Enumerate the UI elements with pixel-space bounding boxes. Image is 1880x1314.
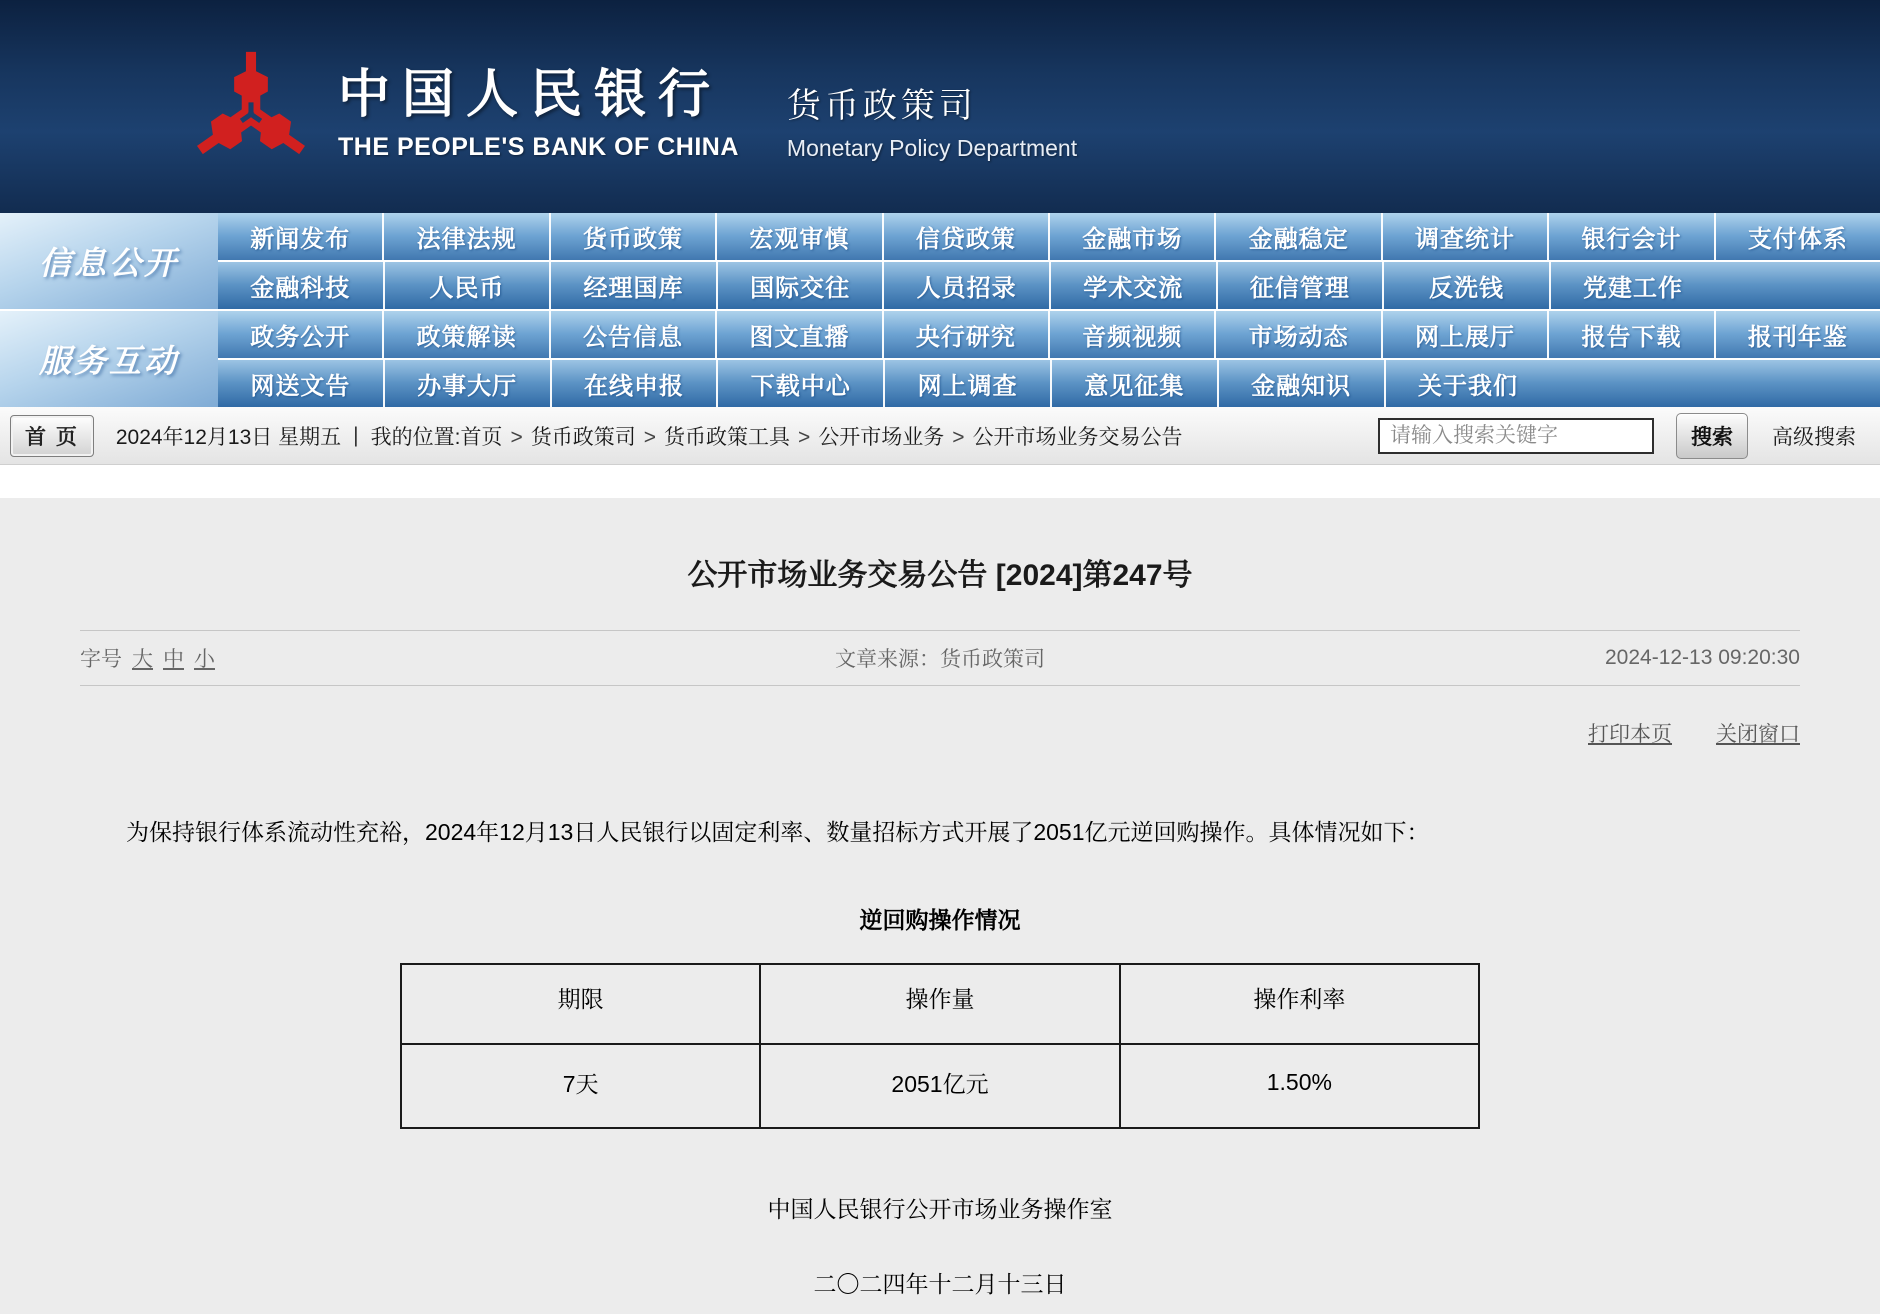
nav-item[interactable]: 经理国库	[549, 262, 716, 309]
nav-item[interactable]: 新闻发布	[250, 226, 351, 253]
signature-date: 二〇二四年十二月十三日	[813, 1271, 1067, 1297]
breadcrumb-separator: >	[643, 425, 656, 449]
nav-row	[218, 213, 1880, 260]
nav-cell-empty	[1715, 262, 1880, 309]
search-area	[1378, 413, 1856, 459]
nav-item[interactable]: 网上展厅	[1381, 311, 1547, 358]
site-header	[0, 0, 1880, 213]
article-paragraph: 为保持银行体系流动性充裕，2024年12月13日人民银行以固定利率、数量招标方式开展了2051亿元逆回购操作。具体情况如下：	[126, 819, 1430, 845]
table-row	[401, 1044, 1479, 1128]
advanced-search-link[interactable]: 高级搜索	[1772, 425, 1856, 449]
breadcrumb-item[interactable]: 首页	[460, 425, 503, 449]
nav-item[interactable]: 办事大厅	[383, 360, 550, 407]
home-button[interactable]: 首 页	[10, 415, 94, 457]
breadcrumb-bar	[0, 407, 1880, 465]
nav-item[interactable]: 金融知识	[1217, 360, 1384, 407]
nav-item[interactable]: 意见征集	[1050, 360, 1217, 407]
nav-item[interactable]: 银行会计	[1547, 213, 1713, 260]
print-page-link[interactable]: 打印本页	[1588, 723, 1672, 746]
bank-name-cn: 中国人民银行	[338, 65, 723, 124]
nav-item[interactable]: 征信管理	[1216, 262, 1383, 309]
table-header-cell: 期限	[401, 964, 760, 1044]
font-size-label: 字号	[80, 648, 122, 671]
table-cell: 1.50%	[1120, 1044, 1479, 1128]
nav-item[interactable]: 人民币	[383, 262, 550, 309]
search-button[interactable]: 搜索	[1676, 413, 1748, 459]
nav-item[interactable]: 网上调查	[883, 360, 1050, 407]
breadcrumb-separator: >	[797, 425, 811, 449]
nav-item[interactable]: 支付体系	[1714, 213, 1880, 260]
table-header-cell: 操作利率	[1120, 964, 1479, 1044]
nav-group-label[interactable]: 服务互动	[0, 311, 218, 407]
breadcrumb-item[interactable]: 货币政策司	[530, 425, 636, 449]
breadcrumb-separator: >	[510, 425, 523, 449]
nav-item[interactable]: 在线申报	[550, 360, 717, 407]
font-size-link[interactable]: 大	[132, 648, 153, 671]
close-window-link[interactable]: 关闭窗口	[1716, 723, 1800, 746]
signature: 中国人民银行公开市场业务操作室	[767, 1196, 1113, 1222]
nav-item[interactable]: 调查统计	[1381, 213, 1547, 260]
breadcrumb-separator: >	[952, 425, 965, 449]
article-source	[835, 643, 1045, 673]
nav-item[interactable]: 货币政策	[549, 213, 715, 260]
main-nav	[0, 213, 1880, 407]
nav-group-label[interactable]: 信息公开	[0, 213, 218, 309]
font-size-link[interactable]: 小	[194, 648, 215, 671]
source-value: 货币政策司	[939, 648, 1045, 671]
nav-item[interactable]: 宏观审慎	[715, 213, 881, 260]
article-content	[0, 498, 1880, 1314]
nav-row	[218, 311, 1880, 358]
nav-group	[0, 213, 1880, 309]
nav-item[interactable]: 金融市场	[1048, 213, 1214, 260]
article-datetime: 2024-12-13 09:20:30	[1604, 646, 1800, 669]
nav-item[interactable]: 报刊年鉴	[1714, 311, 1880, 358]
nav-item[interactable]: 下载中心	[716, 360, 883, 407]
nav-item[interactable]: 人员招录	[882, 262, 1049, 309]
nav-item[interactable]: 央行研究	[882, 311, 1048, 358]
spacer	[0, 465, 1880, 498]
nav-row	[218, 360, 1880, 407]
nav-item[interactable]: 党建工作	[1549, 262, 1716, 309]
nav-item[interactable]: 信贷政策	[882, 213, 1048, 260]
current-date: 2024年12月13日 星期五	[115, 425, 342, 449]
pboc-logo-icon	[192, 41, 310, 179]
nav-item[interactable]: 学术交流	[1049, 262, 1216, 309]
page-action-links	[80, 718, 1800, 748]
table-cell: 2051亿元	[760, 1044, 1119, 1128]
search-input[interactable]	[1378, 418, 1654, 454]
department-name-en: Monetary Policy Department	[786, 134, 1078, 161]
font-size-controls	[80, 643, 215, 673]
font-size-link[interactable]: 中	[163, 648, 184, 671]
article-meta-row	[80, 630, 1800, 686]
nav-item[interactable]: 网送文告	[250, 373, 351, 400]
table-cell: 7天	[401, 1044, 760, 1128]
bank-names	[338, 52, 739, 162]
breadcrumb	[460, 421, 1182, 451]
page-title: 公开市场业务交易公告 [2024]第247号	[687, 559, 1193, 592]
nav-item[interactable]: 政策解读	[382, 311, 548, 358]
breadcrumb-item[interactable]: 公开市场业务交易公告	[972, 425, 1183, 449]
nav-item[interactable]: 反洗钱	[1382, 262, 1549, 309]
breadcrumb-item[interactable]: 公开市场业务	[818, 425, 945, 449]
nav-item[interactable]: 市场动态	[1214, 311, 1380, 358]
location-prefix: 我的位置:	[370, 425, 461, 449]
nav-item[interactable]: 公告信息	[549, 311, 715, 358]
nav-row	[218, 262, 1880, 309]
reverse-repo-table	[400, 963, 1480, 1129]
department-names	[787, 52, 1077, 162]
nav-item[interactable]: 政务公开	[250, 324, 351, 351]
nav-item[interactable]: 法律法规	[382, 213, 548, 260]
table-title: 逆回购操作情况	[859, 907, 1021, 933]
table-header-cell: 操作量	[760, 964, 1119, 1044]
nav-item[interactable]: 国际交往	[716, 262, 883, 309]
nav-item[interactable]: 关于我们	[1384, 360, 1551, 407]
divider: |	[353, 423, 359, 447]
nav-cell-empty	[1550, 360, 1715, 407]
breadcrumb-item[interactable]: 货币政策工具	[663, 425, 790, 449]
nav-item[interactable]: 金融稳定	[1214, 213, 1380, 260]
nav-cell-empty	[1715, 360, 1880, 407]
nav-item[interactable]: 音频视频	[1048, 311, 1214, 358]
bank-name-en: THE PEOPLE'S BANK OF CHINA	[338, 132, 739, 161]
nav-item[interactable]: 报告下载	[1547, 311, 1713, 358]
nav-item[interactable]: 图文直播	[715, 311, 881, 358]
table-header-row	[401, 964, 1479, 1044]
source-label: 文章来源：	[834, 648, 940, 671]
nav-item[interactable]: 金融科技	[250, 275, 351, 302]
department-name-cn: 货币政策司	[786, 86, 977, 125]
nav-group	[0, 311, 1880, 407]
